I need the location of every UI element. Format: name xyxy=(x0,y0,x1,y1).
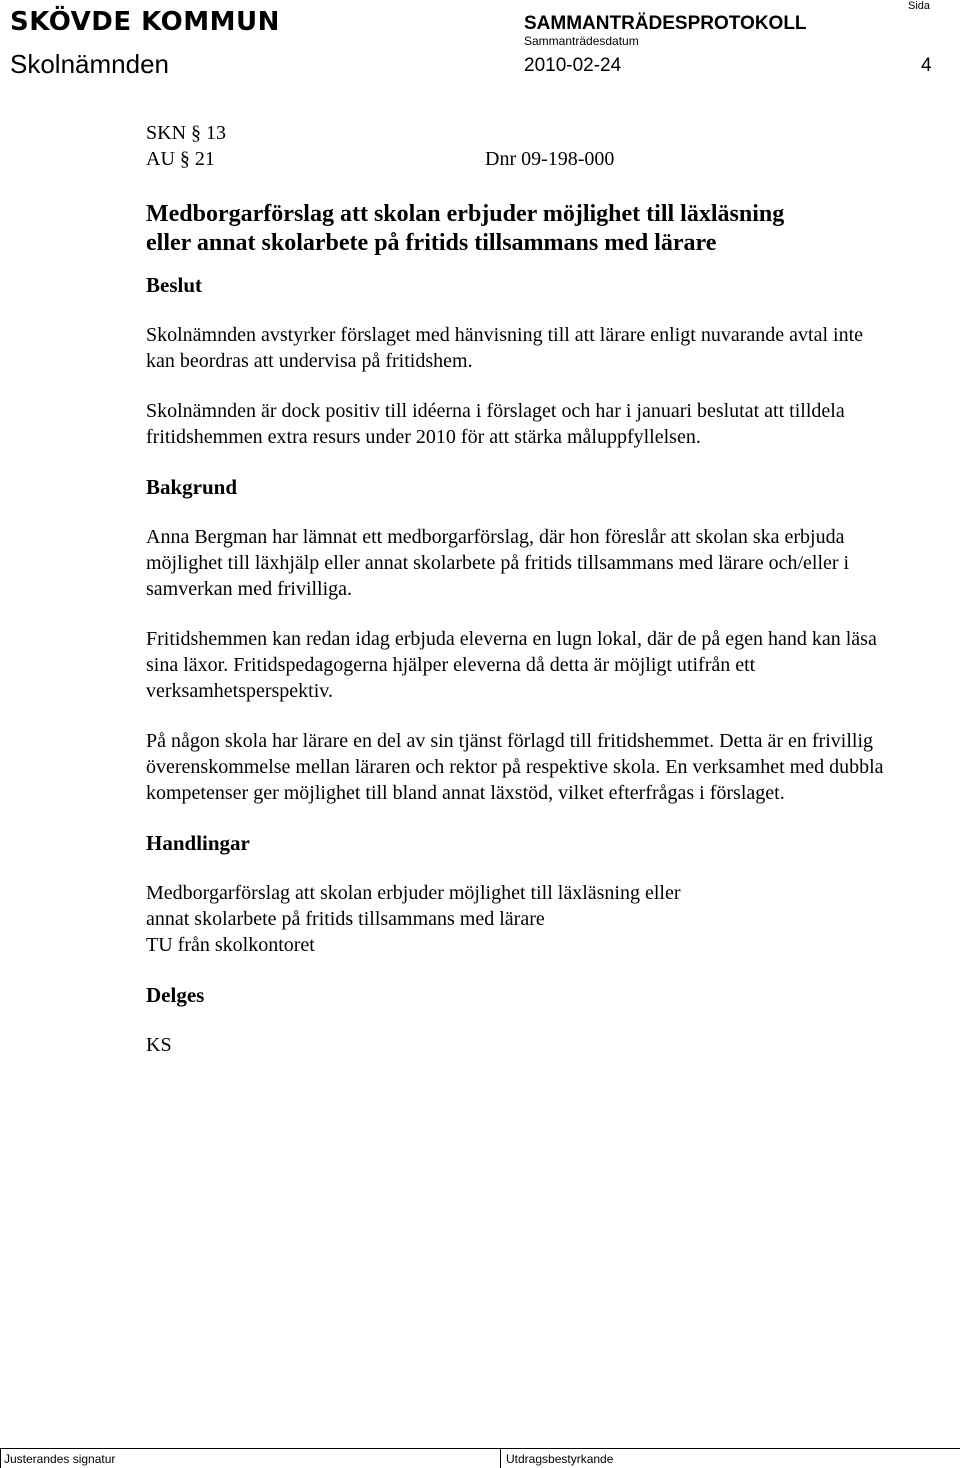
skn-reference xyxy=(146,120,886,146)
bakgrund-paragraph-2: Fritidshemmen kan redan idag erbjuda eleverna en lugn lokal, där de på egen hand kan läsa sina läxor. Fritidspedagogerna hjälper eleverna då detta är möjligt utifrån ett verksamhetsperspektiv. xyxy=(146,628,877,702)
delges-recipient: KS xyxy=(146,1034,172,1056)
bakgrund-heading: Bakgrund xyxy=(146,475,238,499)
committee-name: Skolnämnden xyxy=(10,49,169,79)
beslut-paragraph-1: Skolnämnden avstyrker förslaget med hänvisning till att lärare enligt nuvarande avtal inte kan beordras att undervisa på fritidshem. xyxy=(146,324,864,372)
meeting-date: 2010-02-24 xyxy=(524,55,622,76)
document-type: SAMMANTRÄDESPROTOKOLL xyxy=(524,13,807,34)
au-reference-line xyxy=(146,146,886,172)
case-title: Medborgarförslag att skolan erbjuder möjlighet till läxläsning eller annat skolarbete på fritids tillsammans med lärare xyxy=(146,201,785,256)
handlingar-list xyxy=(146,880,886,958)
skn-number: SKN § 13 xyxy=(146,122,227,144)
footer-divider xyxy=(0,1448,960,1449)
document-body xyxy=(146,120,886,1058)
beslut-paragraph-2: Skolnämnden är dock positiv till idéerna i förslaget och har i januari beslutat att tilldela fritidshemmen extra resurs under 2010 för att stärka måluppfyllelsen. xyxy=(146,400,845,448)
handlingar-item-3: TU från skolkontoret xyxy=(146,934,315,956)
bakgrund-paragraph-1: Anna Bergman har lämnat ett medborgarförslag, där hon föreslår att skolan ska erbjuda möjlighet till läxhjälp eller annat skolarbete på fritids tillsammans med lärare och/eller i samverkan med frivilliga. xyxy=(146,526,850,600)
handlingar-item-1: Medborgarförslag att skolan erbjuder möjlighet till läxläsning eller xyxy=(146,882,681,904)
footer-mid-tick xyxy=(500,1448,501,1468)
extract-verification-label: Utdragsbestyrkande xyxy=(506,1452,614,1466)
beslut-heading: Beslut xyxy=(146,273,203,297)
footer-left-tick xyxy=(0,1448,1,1468)
diary-number: Dnr 09-198-000 xyxy=(485,148,615,170)
page-number: 4 xyxy=(921,55,932,76)
au-number: AU § 21 xyxy=(146,148,215,170)
handlingar-heading: Handlingar xyxy=(146,831,250,855)
delges-heading: Delges xyxy=(146,983,205,1007)
meeting-date-label: Sammanträdesdatum xyxy=(524,34,639,48)
handlingar-item-2: annat skolarbete på fritids tillsammans med lärare xyxy=(146,908,545,930)
municipality-logo: SKÖVDE KOMMUN xyxy=(10,7,280,37)
page-label: Sida xyxy=(908,0,931,12)
bakgrund-paragraph-3: På någon skola har lärare en del av sin tjänst förlagd till fritidshemmet. Detta är en frivillig överenskommelse mellan läraren och rektor på respektive skola. En verksamhet med dubbla kompetenser ger möjlighet till bland annat läxstöd, vilket efterfrågas i förslaget. xyxy=(146,730,884,804)
signature-label: Justerandes signatur xyxy=(4,1452,116,1466)
